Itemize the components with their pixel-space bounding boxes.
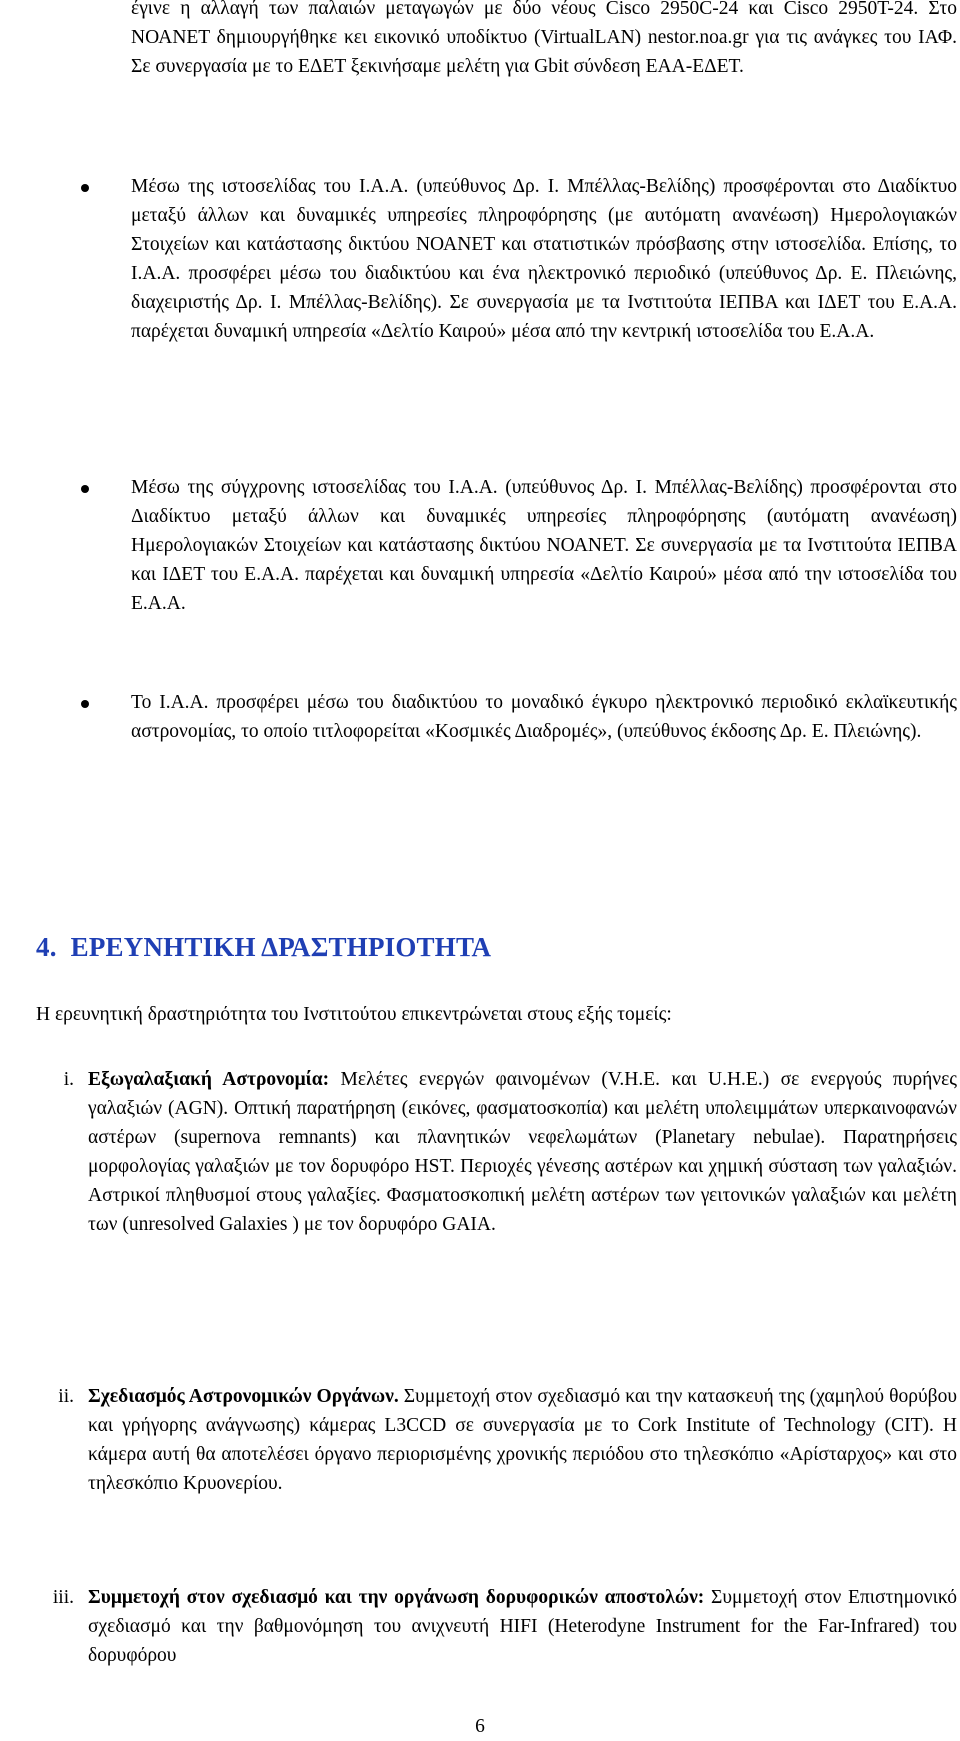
item-label: iii. [52,1587,74,1608]
item-heading: Συμμετοχή στον σχεδιασμό και την οργάνωση δορυφορικών αποστολών: [88,1587,705,1608]
item-label: ii. [58,1386,74,1407]
section-heading [36,933,491,962]
research-item-instruments [88,1382,957,1498]
page-number: 6 [475,1716,485,1737]
bullet-item-journal: Το Ι.Α.Α. προσφέρει μέσω του διαδικτύου το μοναδικό έγκυρο ηλεκτρονικό περιοδικό εκλαϊκευτικής αστρονομίας, το οποίο τιτλοφορείται «Κοσμικές Διαδρομές», (υπεύθυνος έκδοσης Δρ. Ε. Πλειώνης). [131,692,957,742]
item-text: Μελέτες ενεργών φαινομένων (V.H.E. και U.H.E.) σε ενεργούς πυρήνες γαλαξιών (AGN). Οπτική παρατήρηση (εικόνες, φασματοσκοπία) και μελέτη υπολειμμάτων υπερκαινοφανών αστέρων (supernova remnants) και πλανητικών νεφελωμάτων (Planetary nebulae). Παρατηρήσεις μορφολογίας γαλαξιών με τον δορυφόρο HST. Περιοχές γένεσης αστέρων και χημική σύσταση των γαλαξιών. Αστρικοί πληθυσμοί στους γαλαξίες. Φασματοσκοπική μελέτη αστέρων των γειτονικών γαλαξιών και μελέτη των (unresolved Galaxies ) με τον δορυφόρο GAIA. [88,1069,958,1235]
bullet-dot-icon [81,184,89,192]
bullet-item-modern-website: Μέσω της σύγχρονης ιστοσελίδας του Ι.Α.Α. (υπεύθυνος Δρ. Ι. Μπέλλας-Βελίδης) προσφέρονται στο Διαδίκτυο μεταξύ άλλων και δυναμικές υπηρεσίες πληροφόρησης (αυτόματη ανανέωση) Ημερολογιακών Στοιχείων και κατάστασης δικτύου ΝΟΑΝΕΤ. Σε συνεργασία με τα Ινστιτούτα ΙΕΠΒΑ και ΙΔΕΤ του Ε.Α.Α. παρέχεται και δυναμική υπηρεσία «Δελτίο Καιρού» μέσα από την ιστοσελίδα του Ε.Α.Α. [131,477,957,614]
section-lead: Η ερευνητική δραστηριότητα του Ινστιτούτου επικεντρώνεται στους εξής τομείς: [36,1004,672,1025]
research-item-satellite-missions [88,1583,957,1670]
item-heading: Εξωγαλαξιακή Αστρονομία: [88,1069,330,1090]
bullet-dot-icon [81,700,89,708]
item-text: Συμμετοχή στον Επιστημονικό σχεδιασμό και την βαθμονόμηση του ανιχνευτή HIFI (Heterodyne Instrument for the Far-Infrared) του δορυφόρου [88,1587,957,1666]
section-number: 4. [36,932,57,962]
research-item-extragalactic [88,1065,957,1239]
item-heading: Σχεδιασμός Αστρονομικών Οργάνων. [88,1386,399,1407]
item-label: i. [63,1069,74,1090]
intro-paragraph: έγινε η αλλαγή των παλαιών μεταγωγών με δύο νέους Cisco 2950C-24 και Cisco 2950T-24. Στο ΝΟΑΝΕΤ δημιουργήθηκε κει εικονικό υποδίκτυο (VirtualLAN) nestor.noa.gr για τις ανάγκες του ΙΑΦ. Σε συνεργασία με το ΕΔΕΤ ξεκινήσαμε μελέτη για Gbit σύνδεση ΕΑΑ-ΕΔΕΤ. [131,0,957,77]
item-text: Συμμετοχή στον σχεδιασμό και την κατασκευή της (χαμηλού θορύβου και γρήγορης ανάγνωσης) κάμερας L3CCD σε συνεργασία με το Cork Institute of Technology (CIT). Η κάμερα αυτή θα αποτελέσει όργανο περιορισμένης χρονικής περιόδου στο τηλεσκόπιο «Αρίσταρχος» και στο τηλεσκόπιο Κρυονερίου. [88,1386,957,1494]
section-title: ΕΡΕΥΝΗΤΙΚΗ ΔΡΑΣΤΗΡΙΟΤΗΤΑ [70,932,492,962]
bullet-dot-icon [81,485,89,493]
bullet-item-website-services: Μέσω της ιστοσελίδας του Ι.Α.Α. (υπεύθυνος Δρ. Ι. Μπέλλας-Βελίδης) προσφέρονται στο Διαδίκτυο μεταξύ άλλων και δυναμικές υπηρεσίες πληροφόρησης (με αυτόματη ανανέωση) Ημερολογιακών Στοιχείων και κατάστασης δικτύου ΝΟΑΝΕΤ και στατιστικών πρόσβασης στην ιστοσελίδα. Επίσης, το Ι.Α.Α. προσφέρει μέσω του διαδικτύου και ένα ηλεκτρονικό περιοδικό (υπεύθυνος Δρ. Ε. Πλειώνης, διαχειριστής Δρ. Ι. Μπέλλας-Βελίδης). Σε συνεργασία με τα Ινστιτούτα ΙΕΠΒΑ και ΙΔΕΤ του Ε.Α.Α. παρέχεται δυναμική υπηρεσία «Δελτίο Καιρού» μέσα από την κεντρική ιστοσελίδα του Ε.Α.Α. [131,176,957,342]
